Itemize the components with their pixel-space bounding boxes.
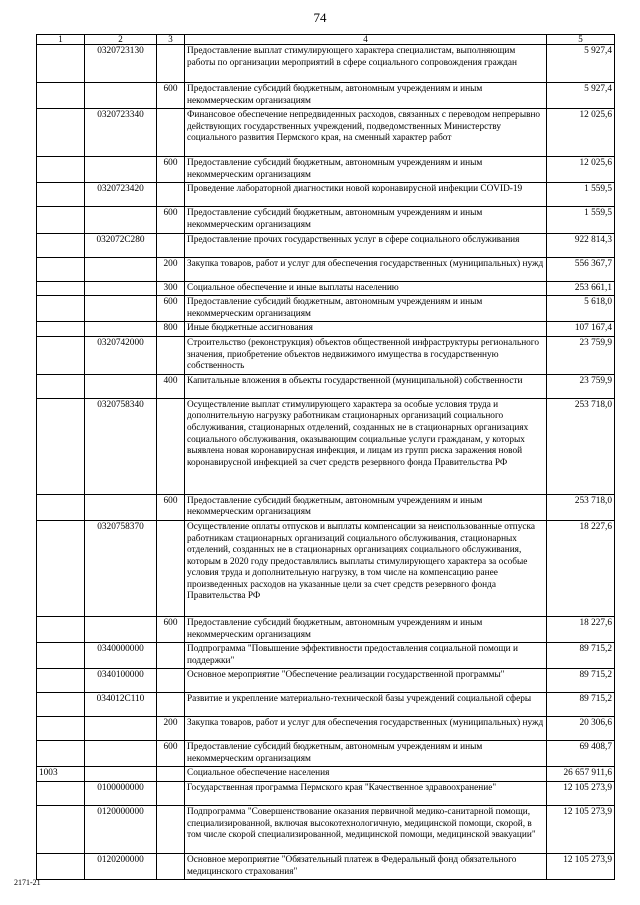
expense-type-cell (157, 45, 185, 83)
target-article-cell (85, 616, 157, 642)
expense-type-cell (157, 669, 185, 693)
amount-cell: 12 105 273,9 (547, 806, 615, 854)
expense-type-cell: 200 (157, 257, 185, 281)
amount-cell: 89 715,2 (547, 643, 615, 669)
section-code-cell (37, 374, 85, 398)
description-cell: Строительство (реконструкция) объектов общественной инфраструктуры регионального значения, приобретение объектов недвижимого имущества в государственную собственность (185, 336, 547, 374)
expense-type-cell (157, 109, 185, 157)
description-cell: Предоставление субсидий бюджетным, автономным учреждениям и иным некоммерческим организациям (185, 741, 547, 767)
table-row (37, 669, 615, 693)
table-row (37, 109, 615, 157)
amount-cell: 12 025,6 (547, 109, 615, 157)
table-row (37, 207, 615, 233)
section-code-cell (37, 643, 85, 669)
description-cell: Подпрограмма "Повышение эффективности предоставления социальной помощи и поддержки" (185, 643, 547, 669)
table-row (37, 183, 615, 207)
header-col-5: 5 (547, 35, 615, 45)
target-article-cell (85, 717, 157, 741)
amount-cell: 253 718,0 (547, 398, 615, 494)
section-code-cell (37, 233, 85, 257)
description-cell: Капитальные вложения в объекты государственной (муниципальной) собственности (185, 374, 547, 398)
target-article-cell: 0320758370 (85, 520, 157, 616)
table-row (37, 643, 615, 669)
expense-type-cell (157, 643, 185, 669)
target-article-cell (85, 157, 157, 183)
description-cell: Иные бюджетные ассигнования (185, 322, 547, 337)
table-row (37, 257, 615, 281)
section-code-cell (37, 806, 85, 854)
table-row (37, 296, 615, 322)
description-cell: Подпрограмма "Совершенствование оказания первичной медико-санитарной помощи, специализированной, включая высокотехнологичную, медицинской помощи, скорой, в том числе скорой специализированной, медицинской помощи, медицинской эвакуации" (185, 806, 547, 854)
expense-type-cell: 200 (157, 717, 185, 741)
target-article-cell (85, 767, 157, 782)
description-cell: Социальное обеспечение населения (185, 767, 547, 782)
section-code-cell (37, 183, 85, 207)
target-article-cell (85, 281, 157, 296)
description-cell: Предоставление субсидий бюджетным, автономным учреждениям и иным некоммерческим организациям (185, 207, 547, 233)
amount-cell: 253 661,1 (547, 281, 615, 296)
target-article-cell: 032072С280 (85, 233, 157, 257)
expense-type-cell (157, 806, 185, 854)
table-row (37, 374, 615, 398)
amount-cell: 5 927,4 (547, 83, 615, 109)
amount-cell: 1 559,5 (547, 183, 615, 207)
section-code-cell (37, 616, 85, 642)
table-row (37, 806, 615, 854)
amount-cell: 23 759,9 (547, 374, 615, 398)
description-cell: Проведение лабораторной диагностики новой коронавирусной инфекции COVID-19 (185, 183, 547, 207)
target-article-cell (85, 322, 157, 337)
amount-cell: 89 715,2 (547, 693, 615, 717)
table-row (37, 45, 615, 83)
header-col-1: 1 (37, 35, 85, 45)
section-code-cell (37, 494, 85, 520)
description-cell: Финансовое обеспечение непредвиденных расходов, связанных с переводом непрерывно действующих государственных учреждений, подведомственных Министерству социального развития Пермского края, на сменный характер работ (185, 109, 547, 157)
section-code-cell (37, 296, 85, 322)
expense-type-cell: 600 (157, 157, 185, 183)
amount-cell: 26 657 911,6 (547, 767, 615, 782)
description-cell: Предоставление субсидий бюджетным, автономным учреждениям и иным некоммерческим организациям (185, 296, 547, 322)
section-code-cell (37, 717, 85, 741)
amount-cell: 89 715,2 (547, 669, 615, 693)
section-code-cell (37, 669, 85, 693)
table-row (37, 336, 615, 374)
page-number: 74 (313, 10, 327, 25)
amount-cell: 556 367,7 (547, 257, 615, 281)
description-cell: Социальное обеспечение и иные выплаты населению (185, 281, 547, 296)
table-row (37, 398, 615, 494)
target-article-cell: 0320723420 (85, 183, 157, 207)
amount-cell: 922 814,3 (547, 233, 615, 257)
expense-type-cell (157, 336, 185, 374)
expense-type-cell (157, 183, 185, 207)
amount-cell: 20 306,6 (547, 717, 615, 741)
table-row (37, 157, 615, 183)
section-code-cell (37, 157, 85, 183)
amount-cell: 1 559,5 (547, 207, 615, 233)
description-cell: Развитие и укрепление материально-технической базы учреждений социальной сферы (185, 693, 547, 717)
expense-type-cell (157, 520, 185, 616)
target-article-cell (85, 374, 157, 398)
target-article-cell: 0320723130 (85, 45, 157, 83)
section-code-cell (37, 854, 85, 880)
target-article-cell (85, 296, 157, 322)
target-article-cell (85, 257, 157, 281)
expense-type-cell (157, 693, 185, 717)
section-code-cell (37, 281, 85, 296)
section-code-cell (37, 322, 85, 337)
header-col-3: 3 (157, 35, 185, 45)
amount-cell: 5 927,4 (547, 45, 615, 83)
section-code-cell (37, 520, 85, 616)
expense-type-cell: 600 (157, 296, 185, 322)
target-article-cell: 0340100000 (85, 669, 157, 693)
table-row (37, 520, 615, 616)
amount-cell: 69 408,7 (547, 741, 615, 767)
expense-type-cell (157, 782, 185, 806)
expense-type-cell: 400 (157, 374, 185, 398)
target-article-cell: 0100000000 (85, 782, 157, 806)
header-col-2: 2 (85, 35, 157, 45)
description-cell: Предоставление субсидий бюджетным, автономным учреждениям и иным некоммерческим организациям (185, 494, 547, 520)
table-row (37, 693, 615, 717)
table-row (37, 494, 615, 520)
description-cell: Государственная программа Пермского края "Качественное здравоохранение" (185, 782, 547, 806)
table-row (37, 717, 615, 741)
target-article-cell: 0320758340 (85, 398, 157, 494)
amount-cell: 18 227,6 (547, 520, 615, 616)
section-code-cell (37, 693, 85, 717)
amount-cell: 18 227,6 (547, 616, 615, 642)
target-article-cell: 0120000000 (85, 806, 157, 854)
expense-type-cell: 600 (157, 83, 185, 109)
expense-type-cell: 600 (157, 494, 185, 520)
target-article-cell (85, 83, 157, 109)
table-header-row (37, 35, 615, 45)
target-article-cell: 034012С110 (85, 693, 157, 717)
target-article-cell (85, 207, 157, 233)
description-cell: Основное мероприятие "Обеспечение реализации государственной программы" (185, 669, 547, 693)
expense-type-cell (157, 398, 185, 494)
document-code: 2171-21 (14, 878, 41, 887)
table-row (37, 233, 615, 257)
header-col-4: 4 (185, 35, 547, 45)
amount-cell: 5 618,0 (547, 296, 615, 322)
budget-table (36, 34, 615, 880)
section-code-cell (37, 45, 85, 83)
table-row (37, 322, 615, 337)
description-cell: Осуществление оплаты отпусков и выплаты компенсации за неиспользованные отпуска работникам стационарных организаций социального обслуживания, стационарных отделений, созданных не в стационарных организациях социального обслуживания, которым в 2020 году предоставлялись выплаты стимулирующего характера за особые условия труда и дополнительную нагрузку, в том числе на компенсацию ранее произведенных расходов на указанные цели за счет средств резервного фонда Правительства РФ (185, 520, 547, 616)
description-cell: Основное мероприятие "Обязательный платеж в Федеральный фонд обязательного медицинского страхования" (185, 854, 547, 880)
section-code-cell (37, 336, 85, 374)
amount-cell: 12 105 273,9 (547, 854, 615, 880)
section-code-cell (37, 398, 85, 494)
table-row (37, 741, 615, 767)
description-cell: Закупка товаров, работ и услуг для обеспечения государственных (муниципальных) нужд (185, 717, 547, 741)
description-cell: Предоставление субсидий бюджетным, автономным учреждениям и иным некоммерческим организациям (185, 83, 547, 109)
table-row (37, 616, 615, 642)
table-row (37, 782, 615, 806)
section-code-cell (37, 109, 85, 157)
table-row (37, 281, 615, 296)
amount-cell: 253 718,0 (547, 494, 615, 520)
section-code-cell (37, 741, 85, 767)
target-article-cell (85, 494, 157, 520)
description-cell: Предоставление субсидий бюджетным, автономным учреждениям и иным некоммерческим организациям (185, 157, 547, 183)
table-row (37, 83, 615, 109)
description-cell: Предоставление прочих государственных услуг в сфере социального обслуживания (185, 233, 547, 257)
amount-cell: 12 105 273,9 (547, 782, 615, 806)
amount-cell: 12 025,6 (547, 157, 615, 183)
expense-type-cell: 300 (157, 281, 185, 296)
section-code-cell (37, 257, 85, 281)
expense-type-cell (157, 854, 185, 880)
description-cell: Закупка товаров, работ и услуг для обеспечения государственных (муниципальных) нужд (185, 257, 547, 281)
amount-cell: 23 759,9 (547, 336, 615, 374)
description-cell: Предоставление выплат стимулирующего характера специалистам, выполняющим работы по организации мероприятий в сфере социального сопровождения граждан (185, 45, 547, 83)
table-row (37, 767, 615, 782)
section-code-cell (37, 207, 85, 233)
target-article-cell: 0120200000 (85, 854, 157, 880)
table-row (37, 854, 615, 880)
expense-type-cell: 800 (157, 322, 185, 337)
expense-type-cell (157, 767, 185, 782)
amount-cell: 107 167,4 (547, 322, 615, 337)
expense-type-cell: 600 (157, 741, 185, 767)
expense-type-cell (157, 233, 185, 257)
section-code-cell (37, 782, 85, 806)
expense-type-cell: 600 (157, 616, 185, 642)
target-article-cell: 0340000000 (85, 643, 157, 669)
description-cell: Осуществление выплат стимулирующего характера за особые условия труда и дополнительную нагрузку работникам стационарных организаций социального обслуживания, стационарных отделений, созданных не в стационарных организациях социального обслуживания, оказывающим социальные услуги гражданам, у которых выявлена новая коронавирусная инфекция, и лицам из групп риска заражения новой коронавирусной инфекцией за счет средств резервного фонда Правительства РФ (185, 398, 547, 494)
target-article-cell: 0320723340 (85, 109, 157, 157)
section-code-cell: 1003 (37, 767, 85, 782)
expense-type-cell: 600 (157, 207, 185, 233)
target-article-cell (85, 741, 157, 767)
target-article-cell: 0320742000 (85, 336, 157, 374)
section-code-cell (37, 83, 85, 109)
description-cell: Предоставление субсидий бюджетным, автономным учреждениям и иным некоммерческим организациям (185, 616, 547, 642)
